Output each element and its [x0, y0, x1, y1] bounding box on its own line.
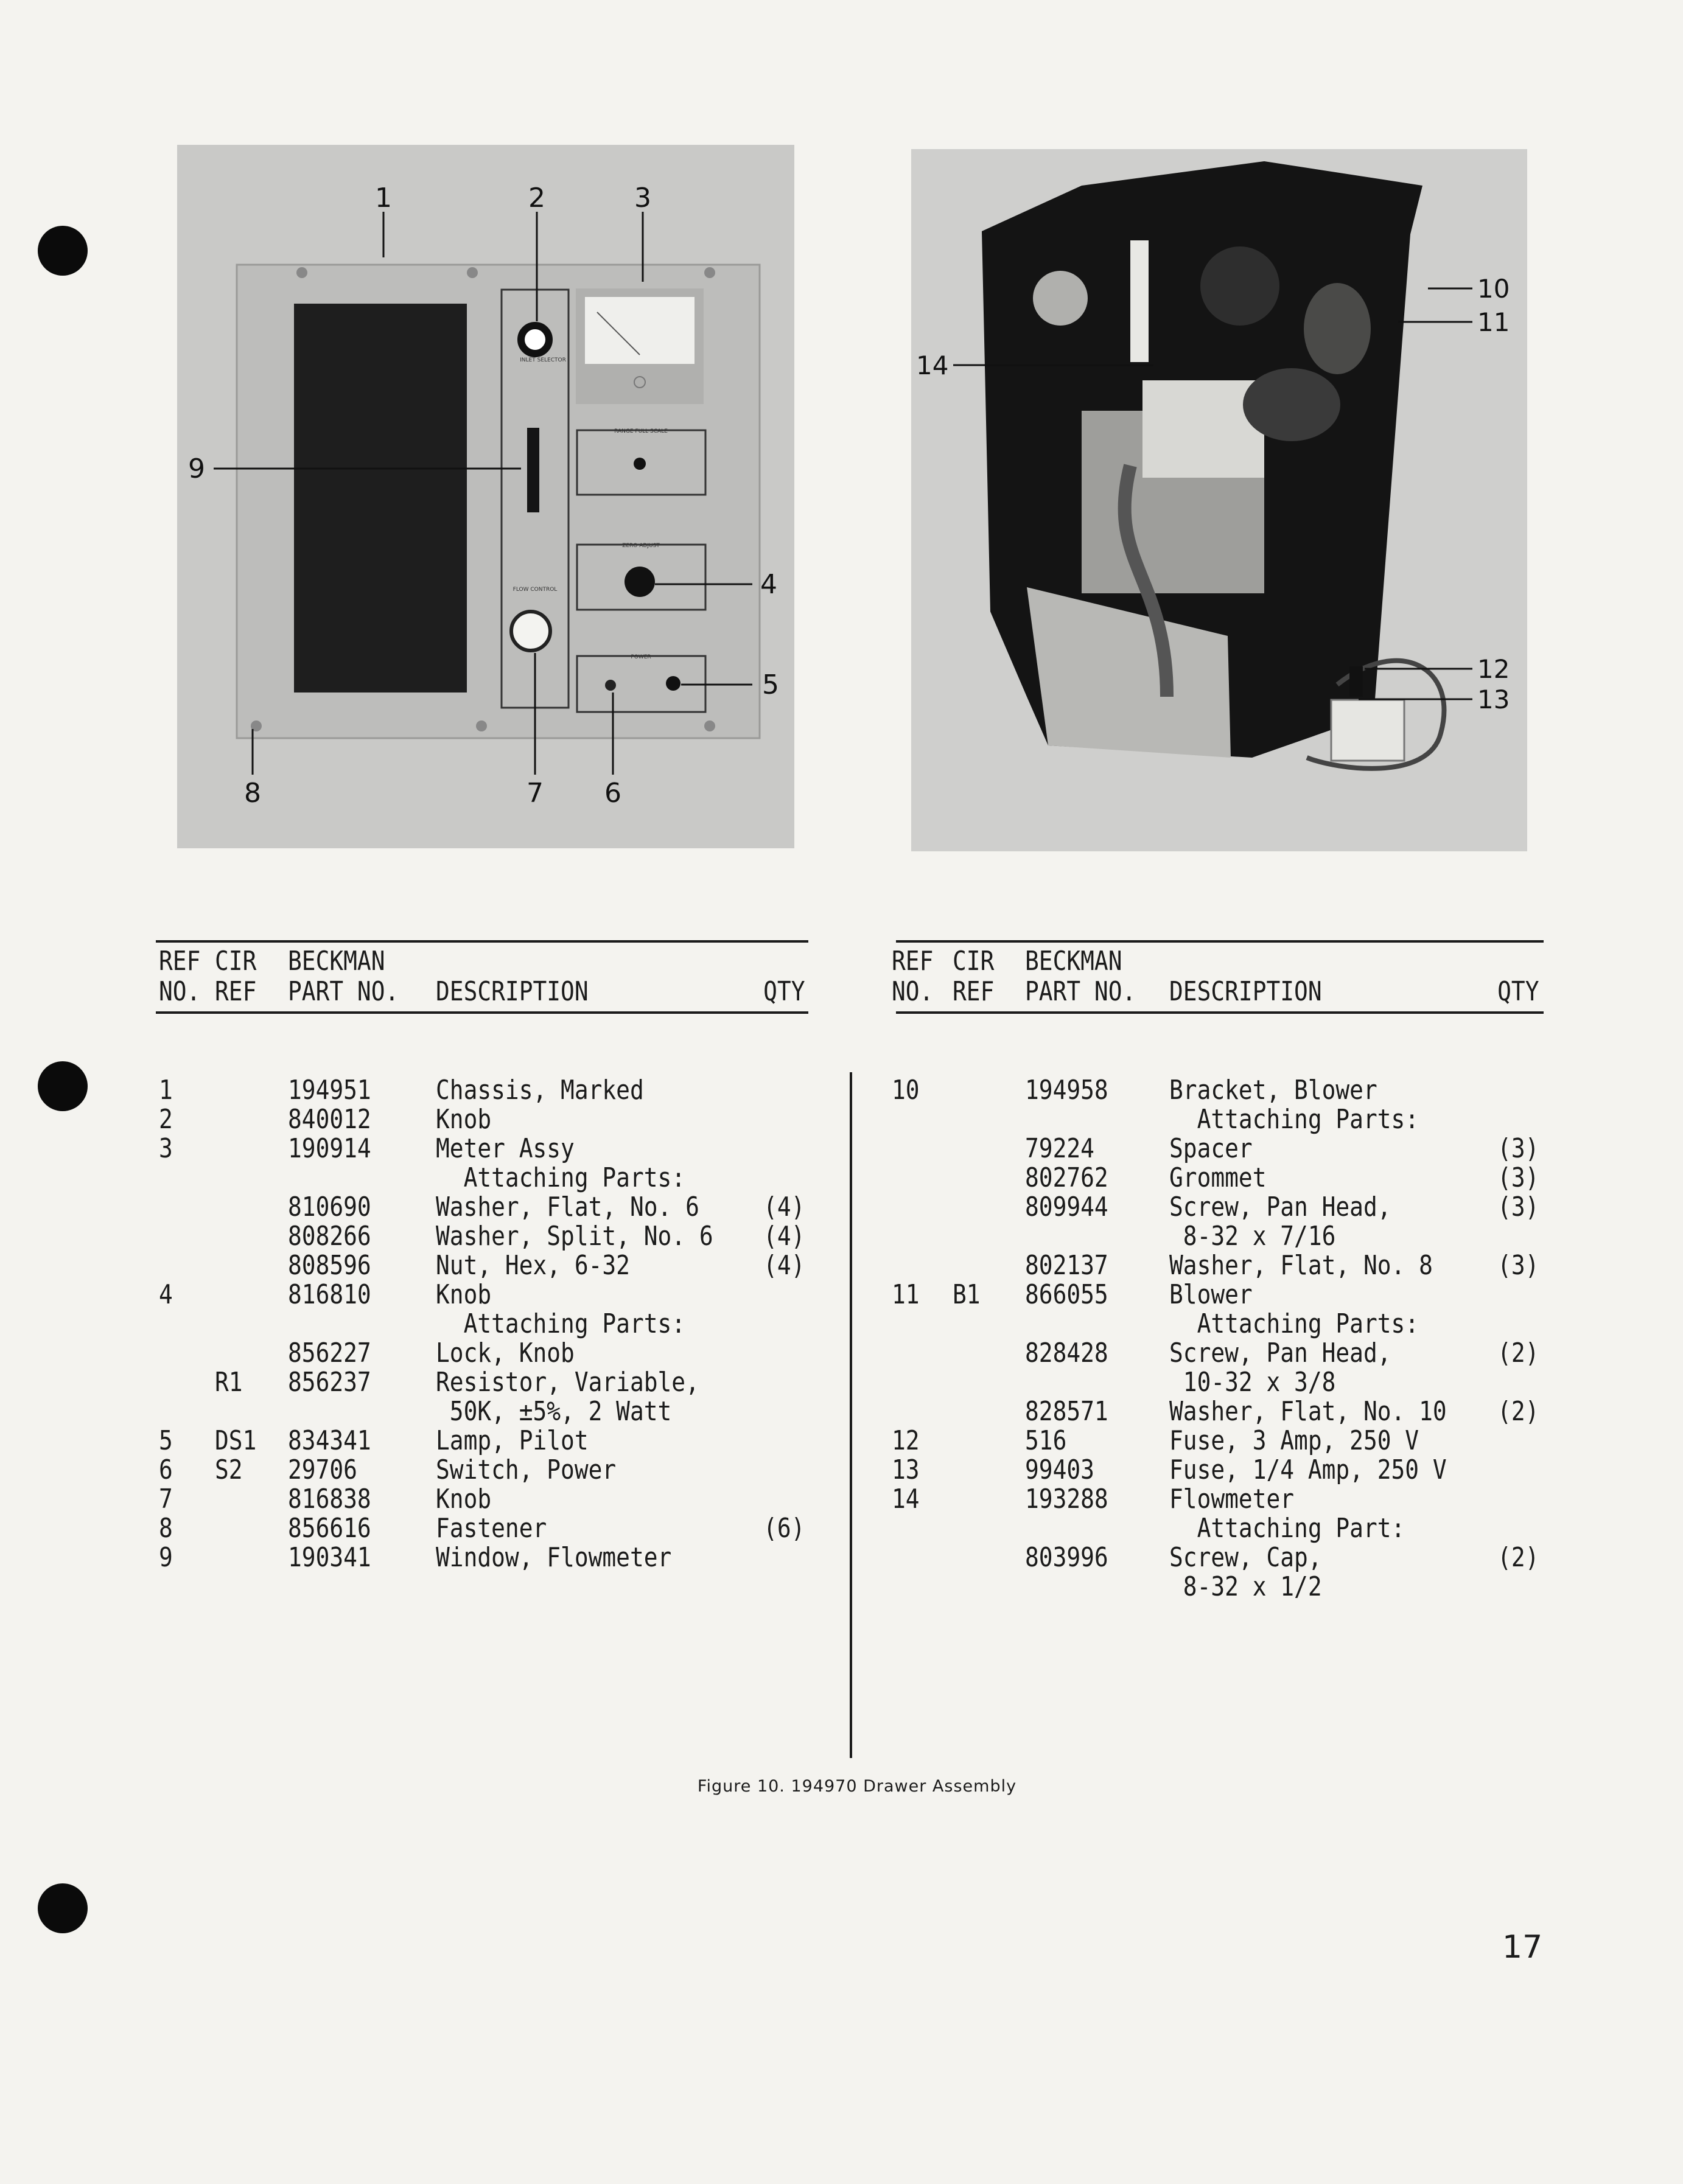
description: Grommet — [1169, 1162, 1267, 1193]
description: Nut, Hex, 6-32 — [436, 1250, 630, 1281]
table-left-header-rule — [156, 1011, 808, 1014]
part-no: 99403 — [1025, 1454, 1094, 1485]
qty: (4) — [763, 1221, 805, 1252]
punch-hole — [38, 1061, 88, 1111]
description: Flowmeter — [1169, 1484, 1295, 1515]
qty: (3) — [1497, 1191, 1539, 1223]
panel-label: ZERO ADJUST — [622, 543, 660, 549]
panel-label: RANGE FULL SCALE — [614, 428, 668, 434]
part-no: 803996 — [1025, 1542, 1108, 1573]
description: Screw, Pan Head, — [1169, 1338, 1391, 1369]
part-no: 856616 — [288, 1513, 371, 1544]
header-ref: REF — [159, 946, 201, 977]
part-no: 808596 — [288, 1250, 371, 1281]
description: Washer, Flat, No. 6 — [436, 1191, 699, 1223]
description: Washer, Flat, No. 10 — [1169, 1396, 1447, 1427]
part-no: 194951 — [288, 1075, 371, 1106]
header-cir: REF — [953, 976, 995, 1007]
header-part: BECKMAN — [1025, 946, 1122, 977]
cir-ref: DS1 — [215, 1425, 257, 1456]
description: Fastener — [436, 1513, 547, 1544]
part-no: 194958 — [1025, 1075, 1108, 1106]
figure-caption: Figure 10. 194970 Drawer Assembly — [697, 1777, 1017, 1796]
ref-no: 10 — [892, 1075, 920, 1106]
header-part: PART NO. — [1025, 976, 1136, 1007]
part-no: 808266 — [288, 1221, 371, 1252]
ref-no: 1 — [159, 1075, 173, 1106]
ref-no: 5 — [159, 1425, 173, 1456]
header-qty: QTY — [1497, 976, 1539, 1007]
qty: (3) — [1497, 1133, 1539, 1164]
flow-control-knob — [511, 612, 550, 651]
qty: (6) — [763, 1513, 805, 1544]
ref-no: 2 — [159, 1104, 173, 1135]
description: Chassis, Marked — [436, 1075, 644, 1106]
description: 8-32 x 1/2 — [1169, 1571, 1322, 1602]
ref-no: 6 — [159, 1454, 173, 1485]
description: Window, Flowmeter — [436, 1542, 672, 1573]
part-no: 840012 — [288, 1104, 371, 1135]
power-switch — [605, 680, 616, 691]
flowmeter-window — [527, 428, 539, 512]
header-cir: REF — [215, 976, 257, 1007]
ref-no: 4 — [159, 1279, 173, 1310]
part-no: 809944 — [1025, 1191, 1108, 1223]
table-right-top-rule — [896, 940, 1544, 943]
cir-ref: R1 — [215, 1367, 243, 1398]
description: Knob — [436, 1104, 492, 1135]
zero-adjust-knob — [625, 567, 655, 597]
description: 50K, ±5%, 2 Watt — [436, 1396, 672, 1427]
header-description: DESCRIPTION — [436, 976, 589, 1007]
callout-label: 11 — [1477, 307, 1510, 337]
header-cir: CIR — [215, 946, 257, 977]
qty: (2) — [1497, 1396, 1539, 1427]
callout-label: 6 — [604, 778, 621, 809]
description: Switch, Power — [436, 1454, 617, 1485]
part-no: 866055 — [1025, 1279, 1108, 1310]
callout-label: 13 — [1477, 685, 1510, 714]
description: Screw, Pan Head, — [1169, 1191, 1391, 1223]
description: Spacer — [1169, 1133, 1253, 1164]
cir-ref: S2 — [215, 1454, 243, 1485]
callout-label: 5 — [762, 669, 779, 700]
ref-no: 12 — [892, 1425, 920, 1456]
header-part: BECKMAN — [288, 946, 385, 977]
callout-label: 12 — [1477, 654, 1510, 684]
part-no: 828428 — [1025, 1338, 1108, 1369]
qty: (4) — [763, 1250, 805, 1281]
part-no: 516 — [1025, 1425, 1067, 1456]
part-no: 802762 — [1025, 1162, 1108, 1193]
callout-label: 4 — [760, 569, 777, 600]
description: Fuse, 1/4 Amp, 250 V — [1169, 1454, 1447, 1485]
ref-no: 8 — [159, 1513, 173, 1544]
front-panel-photo — [177, 145, 794, 848]
description: Meter Assy — [436, 1133, 575, 1164]
part-no: 193288 — [1025, 1484, 1108, 1515]
punch-hole — [38, 1883, 88, 1933]
description: Washer, Split, No. 6 — [436, 1221, 713, 1252]
description: Bracket, Blower — [1169, 1075, 1377, 1106]
callout-label: 8 — [244, 778, 261, 809]
part-no: 79224 — [1025, 1133, 1094, 1164]
part-no: 802137 — [1025, 1250, 1108, 1281]
part-no: 29706 — [288, 1454, 357, 1485]
header-qty: QTY — [763, 976, 805, 1007]
table-left-top-rule — [156, 940, 808, 943]
header-description: DESCRIPTION — [1169, 976, 1322, 1007]
qty: (3) — [1497, 1162, 1539, 1193]
ref-no: 7 — [159, 1484, 173, 1515]
ref-no: 3 — [159, 1133, 173, 1164]
ref-no: 13 — [892, 1454, 920, 1485]
description: Attaching Parts: — [1169, 1308, 1419, 1339]
header-ref: REF — [892, 946, 934, 977]
callout-label: 14 — [916, 351, 949, 380]
description: Resistor, Variable, — [436, 1367, 699, 1398]
part-no: 816838 — [288, 1484, 371, 1515]
description: Attaching Parts: — [436, 1162, 686, 1193]
description: Screw, Cap, — [1169, 1542, 1322, 1573]
part-no: 856227 — [288, 1338, 371, 1369]
inlet-selector-knob — [521, 326, 549, 354]
description: Attaching Part: — [1169, 1513, 1405, 1544]
header-ref: NO. — [159, 976, 201, 1007]
ref-no: 14 — [892, 1484, 920, 1515]
page-number: 17 — [1502, 1929, 1543, 1966]
part-no: 828571 — [1025, 1396, 1108, 1427]
callout-label: 10 — [1477, 274, 1510, 304]
description: 8-32 x 7/16 — [1169, 1221, 1336, 1252]
description: Fuse, 3 Amp, 250 V — [1169, 1425, 1419, 1456]
panel-label: POWER — [631, 654, 651, 660]
ref-no: 11 — [892, 1279, 920, 1310]
callout-label: 9 — [188, 453, 205, 484]
qty: (2) — [1497, 1338, 1539, 1369]
description: Lock, Knob — [436, 1338, 575, 1369]
part-no: 834341 — [288, 1425, 371, 1456]
header-ref: NO. — [892, 976, 934, 1007]
qty: (3) — [1497, 1250, 1539, 1281]
table-right-header-rule — [896, 1011, 1544, 1014]
panel-label: INLET SELECTOR — [520, 357, 566, 363]
description: Knob — [436, 1279, 492, 1310]
part-no: 856237 — [288, 1367, 371, 1398]
ref-no: 9 — [159, 1542, 173, 1573]
panel-label: FLOW CONTROL — [513, 587, 558, 593]
punch-hole — [38, 226, 88, 276]
description: Lamp, Pilot — [436, 1425, 589, 1456]
description: 10-32 x 3/8 — [1169, 1367, 1336, 1398]
description: Washer, Flat, No. 8 — [1169, 1250, 1433, 1281]
callout-label: 1 — [375, 183, 392, 214]
description: Blower — [1169, 1279, 1253, 1310]
description: Knob — [436, 1484, 492, 1515]
callout-label: 7 — [527, 778, 544, 809]
blank-panel-black — [294, 304, 467, 693]
qty: (4) — [763, 1191, 805, 1223]
interior-photo — [911, 149, 1527, 851]
part-no: 190341 — [288, 1542, 371, 1573]
part-no: 810690 — [288, 1191, 371, 1223]
pilot-lamp — [666, 676, 681, 691]
cir-ref: B1 — [953, 1279, 981, 1310]
column-divider — [850, 1072, 852, 1758]
description: Attaching Parts: — [1169, 1104, 1419, 1135]
callout-label: 3 — [634, 183, 651, 214]
description: Attaching Parts: — [436, 1308, 686, 1339]
part-no: 816810 — [288, 1279, 371, 1310]
header-part: PART NO. — [288, 976, 399, 1007]
qty: (2) — [1497, 1542, 1539, 1573]
part-no: 190914 — [288, 1133, 371, 1164]
header-cir: CIR — [953, 946, 995, 977]
callout-label: 2 — [528, 183, 545, 214]
